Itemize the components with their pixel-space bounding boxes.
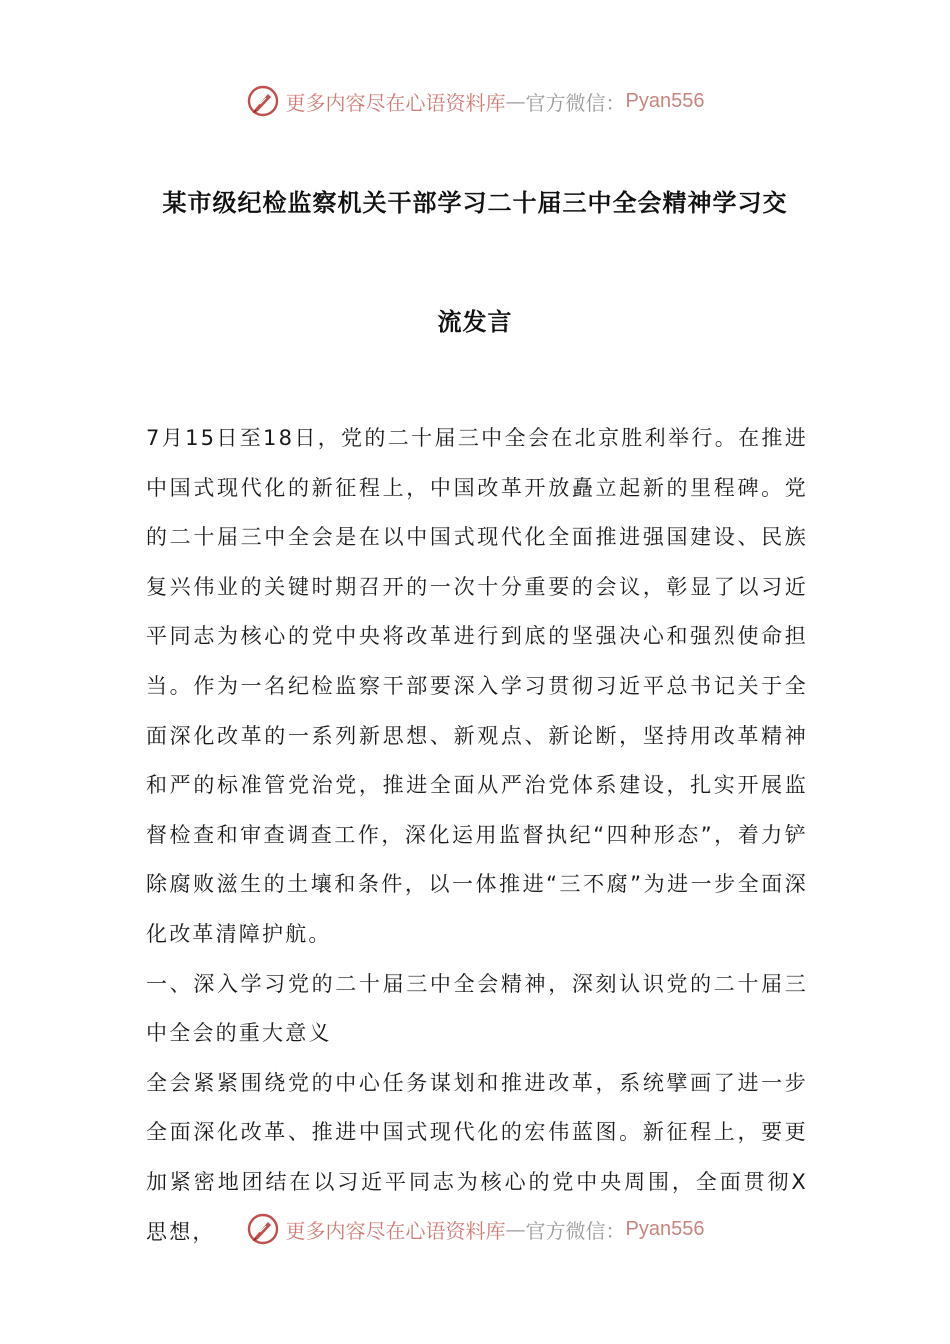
document-title-line-2: 流发言	[437, 308, 513, 336]
body-paragraph-intro: 7月15日至18日，党的二十届三中全会在北京胜利举行。在推进中国式现代化的新征程上，中国改革开放矗立起新的里程碑。党的二十届三中全会是在以中国式现代化全面推进强国建设、民族复兴伟业的关键时期召开的一次十分重要的会议，彰显了以习近平同志为核心的党中央将改革进行到底的坚强决心和强烈使命担当。作为一名纪检监察干部要深入学习贯彻习近平总书记关于全面深化改革的一系列新思想、新观点、新论断，坚持用改革精神和严的标准管党治党，推进全面从严治党体系建设，扎实开展监督检查和审查调查工作，深化运用监督执纪“四种形态”，着力铲除腐败滋生的土壤和条件，以一体推进“三不腐”为进一步全面深化改革清障护航。	[146, 426, 808, 946]
watermark-dash: —	[505, 89, 526, 113]
watermark-dash: —	[505, 1217, 526, 1241]
watermark-account: Pyan556	[625, 89, 705, 112]
header-watermark	[0, 84, 950, 118]
watermark-main-text: 更多内容尽在心语资料库	[285, 90, 506, 115]
footer-watermark	[0, 1212, 950, 1246]
document-title-line-1: 某市级纪检监察机关干部学习二十届三中全会精神学习交	[162, 189, 788, 217]
pen-nib-logo-icon	[246, 1212, 280, 1246]
section-heading-1: 一、深入学习党的二十届三中全会精神，深刻认识党的二十届三中全会的重大意义	[146, 971, 808, 1046]
document-body	[146, 414, 808, 1257]
watermark-sub-text: 官方微信：	[525, 1218, 626, 1243]
watermark-main-text: 更多内容尽在心语资料库	[285, 1218, 506, 1243]
watermark-sub-text: 官方微信：	[525, 90, 626, 115]
pen-nib-logo-icon	[246, 84, 280, 118]
watermark-account: Pyan556	[625, 1217, 705, 1240]
body-paragraph-section-1: 全会紧紧围绕党的中心任务谋划和推进改革，系统擘画了进一步全面深化改革、推进中国式现代化的宏伟蓝图。新征程上，要更加紧密地团结在以习近平同志为核心的党中央周围，全面贯彻X思想，	[146, 1070, 808, 1244]
